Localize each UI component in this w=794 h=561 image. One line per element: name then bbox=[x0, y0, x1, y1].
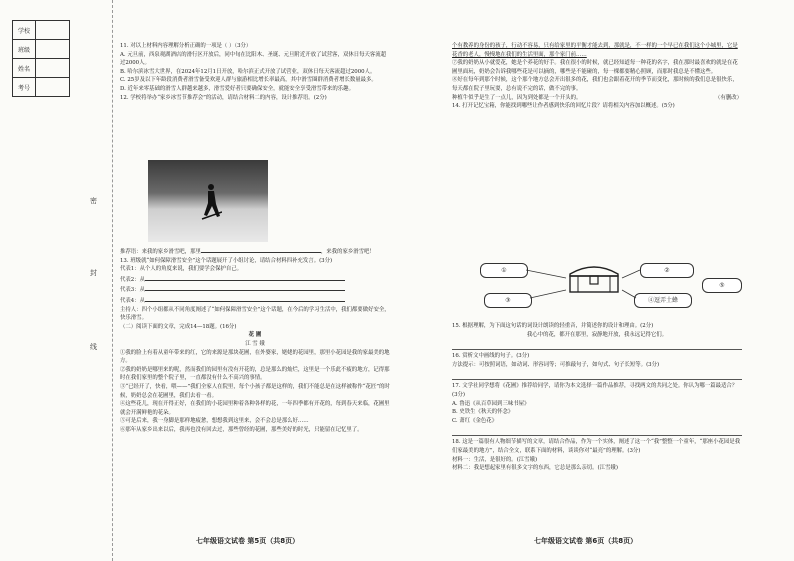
answer-line[interactable] bbox=[452, 341, 742, 350]
q13-line: 代表3：从 bbox=[120, 284, 390, 295]
essay-author: 江 雪 娥 bbox=[245, 340, 265, 347]
right-page bbox=[452, 42, 742, 111]
q17-title: 17. 文学社同学想将《花圃》推荐给同学，请你为本文选择一篇作品推荐，寻找两文的共同之处。你认为哪一篇最适合？(3分) bbox=[452, 383, 738, 398]
q11-option-d: D. 近年来零基础的滑雪人群越来越多，滑雪爱好者只要确保安全，就能安全享受滑雪带来的乐趣。 bbox=[120, 85, 354, 92]
q11-title: 11. 对以上材料内容理解分析正确的一项是（ ）（3分） bbox=[120, 43, 252, 49]
q18-material: 材料二：我是想起家里有很多文字的东西，它总是那么亲切。(江雪娥) bbox=[452, 465, 618, 472]
memory-box-2[interactable]: ② bbox=[640, 263, 694, 278]
field-label: 考号 bbox=[13, 78, 36, 97]
q13-line: 代表4：从 bbox=[120, 295, 390, 306]
essay-paragraph: 种植牛似乎是生了一点儿，因为到处都是一个开头的。 （有删改） bbox=[452, 94, 742, 101]
q16-hint: 方法提示：可按照词语，如动词、形容词等；可推敲句子，如句式、句子长短等。(3分) bbox=[452, 361, 660, 368]
q17-option: A. 鲁迅《从百草园到三味书屋》 bbox=[452, 400, 530, 407]
seal-mark: 封 bbox=[90, 269, 97, 277]
q11-option-b: B. 哈尔滨冰雪大世界，在2024年12月1日开放，哈尔滨正式开放了试营业，双休日每天客流超过2000人。 bbox=[120, 68, 376, 75]
essay-paragraph: 个有教养的身份的孩子，行动不容易，只有给家里的平衡才能去到，那就是，不一样的一个早已在我们这个小城里，它是花香的老人，慢慢地在我们的生活里面，那个家门前…… bbox=[452, 43, 738, 58]
field-blank[interactable] bbox=[36, 21, 70, 40]
essay-paragraph: ⑤可是后来，我一身脚是那样地疲惫，想想我到这里来，会不会总是那么好…… bbox=[120, 418, 309, 425]
essay-paragraph: ⑦我的奶奶从小就爱花，她是个养花的好手。我在很小的时候，就已经知道每一种花的名字，我在那时最喜欢的就是在花圃里面玩，奶奶会告诉我哪些花是可以摘的，哪些是不能碰的，每一棵都要精心照顾，而那时我总是不懂这些。 bbox=[452, 60, 738, 75]
skier-figure-icon bbox=[200, 182, 222, 222]
student-info-table bbox=[12, 20, 70, 97]
source-note: （有删改） bbox=[715, 94, 742, 101]
memory-box-3[interactable]: ③ bbox=[484, 293, 532, 308]
q16-title: 16. 赏析文中画线的句子。(3分) bbox=[452, 353, 530, 360]
section-heading: （二）阅读下面的文章，完成14—18题。(16分) bbox=[120, 323, 237, 330]
q11-option-a: A. 元旦前，西泉观湖酒店的滑行区开放后，同中旬在比阳木、圣诞、元旦附近开放了试营客，双休日每天客流超过2000人。 bbox=[120, 51, 387, 67]
q17-option: B. 史铁生《秋天的怀念》 bbox=[452, 409, 514, 416]
q12-title: 12. 学校将举办“家乡冰雪节推荐会”的活动，请结合材料二的内容，设计推荐语。(2分) bbox=[120, 94, 327, 101]
answer-blank[interactable] bbox=[145, 295, 345, 302]
essay-paragraph: ②我的奶奶是哪里来的呢，然而我们的园里有没有开花的，总是那么的灿烂，这里是一个乐此不疲的地方，记得那时在我们家里的整个院子里，一直都没有什么不高兴的事情。 bbox=[120, 366, 390, 382]
field-blank[interactable] bbox=[36, 40, 70, 59]
memory-box-4: ④逗弄土蜂 bbox=[634, 293, 692, 308]
answer-blank[interactable] bbox=[145, 274, 345, 281]
seal-mark: 线 bbox=[90, 343, 97, 351]
binding-strip bbox=[0, 0, 113, 561]
essay-paragraph: ①我的脸上有着从童年带来的红，它的来源是那块花圃，在外婆家，姥姥的花园里，那里小花园是我的家最美的地方。 bbox=[120, 349, 390, 365]
field-label: 班级 bbox=[13, 40, 36, 59]
q13-title: 13. 班级就“如何保障滑雪安全”这个话题展开了小组讨论，请结合材料四补充发言。(3分) bbox=[120, 257, 333, 264]
q12-prompt: 推荐语：来我的家乡滑雪吧，那里 ，来我的家乡滑雪吧！ bbox=[120, 246, 390, 257]
seal-mark: 密 bbox=[90, 197, 97, 205]
connector-lines bbox=[526, 268, 646, 302]
q13-line: 代表2：从 bbox=[120, 274, 390, 285]
field-label: 姓名 bbox=[13, 59, 36, 78]
answer-line[interactable] bbox=[452, 371, 742, 380]
skiing-photo bbox=[148, 160, 268, 242]
q15-quote: 我心中的花，都开在那里，寂静地开放，我永远记得它们。 bbox=[526, 331, 668, 338]
q18-material: 材料一：生活，是很好的。(江雪娥) bbox=[452, 456, 538, 463]
q17-option: C. 萧红《金色花》 bbox=[452, 417, 498, 424]
essay-paragraph: ⑧好在每年到那个时候，这个那个地方总会开出很多的花，我们也会跟着花开的季节而变化，那时候的我们总是很快乐，每天都在院子里玩耍，总有说不完的话，做不完的事。 bbox=[452, 77, 738, 92]
field-label: 学校 bbox=[13, 21, 36, 40]
q11-option-c: C. 25岁及以下年龄段消费者滑雪备受欢迎人群与旅游相比增长率最高，其中滑雪圈群消费者增长数量最多。 bbox=[120, 77, 377, 84]
essay-title: 花 圃 bbox=[248, 332, 262, 339]
right-page-footer: 七年级语文试卷 第6页（共8页） bbox=[534, 537, 638, 545]
right-page-lower bbox=[452, 322, 742, 473]
left-page-lower bbox=[120, 246, 390, 434]
q13-line: 代表1：从个人的角度来说，我们要学会保护自己。 bbox=[120, 266, 243, 273]
memory-box-1[interactable]: ① bbox=[480, 263, 528, 278]
left-page-footer: 七年级语文试卷 第5页（共8页） bbox=[196, 537, 300, 545]
field-blank[interactable] bbox=[36, 59, 70, 78]
memory-box-5[interactable]: ⑤ bbox=[702, 278, 742, 293]
essay-paragraph: ⑥那年从家乡出来以后，我再也没有回去过，那些曾经的花圃，那些美好的时光，只能留在记忆里了。 bbox=[120, 426, 363, 433]
answer-line[interactable] bbox=[452, 427, 742, 436]
left-page bbox=[120, 42, 390, 102]
answer-blank[interactable] bbox=[145, 284, 345, 291]
field-blank[interactable] bbox=[36, 78, 70, 97]
essay-paragraph: ③“已经开了，快看，喂——”我们全家人在院里，每个小孩子都是这样的，我们不能总是在这样被称作“花匠”的时候，奶奶总会在花圃里，我们去看一看。 bbox=[120, 383, 390, 399]
essay-paragraph: ④这些花儿，现在开得正好，在我们的小花园里种着各种各样的花，一年四季都有开花的，每到春天来临，花圃里就会开满鲜艳的花朵。 bbox=[120, 401, 390, 416]
q18-title: 18. 这是一篇很有人物细节描写的文章，请结合作品，作为一个实体，阐述了这一个“我”整整一个童年，“那座小花园是我们家最美的地方”，结合全文，联系下面的材料，谈谈你对“最亮”的理解。(3分) bbox=[452, 439, 741, 454]
q14-title: 14. 打开记忆宝箱，你能找到哪些让作者感到快乐的回忆片段？请将相关内容加以概述。(5分) bbox=[452, 103, 675, 110]
q12-answer-blank[interactable] bbox=[201, 246, 321, 253]
q13-summary: 主持人：四个小组都从不同角度阐述了“如何保障滑雪安全”这个话题，在今后的学习生活中，我们都要做好安全，快乐滑雪。 bbox=[120, 306, 390, 322]
q15-title: 15. 根据理解，为下面这句话的词设计朗读的轻重音，并简述你的设计和理由。(2分) bbox=[452, 323, 654, 329]
